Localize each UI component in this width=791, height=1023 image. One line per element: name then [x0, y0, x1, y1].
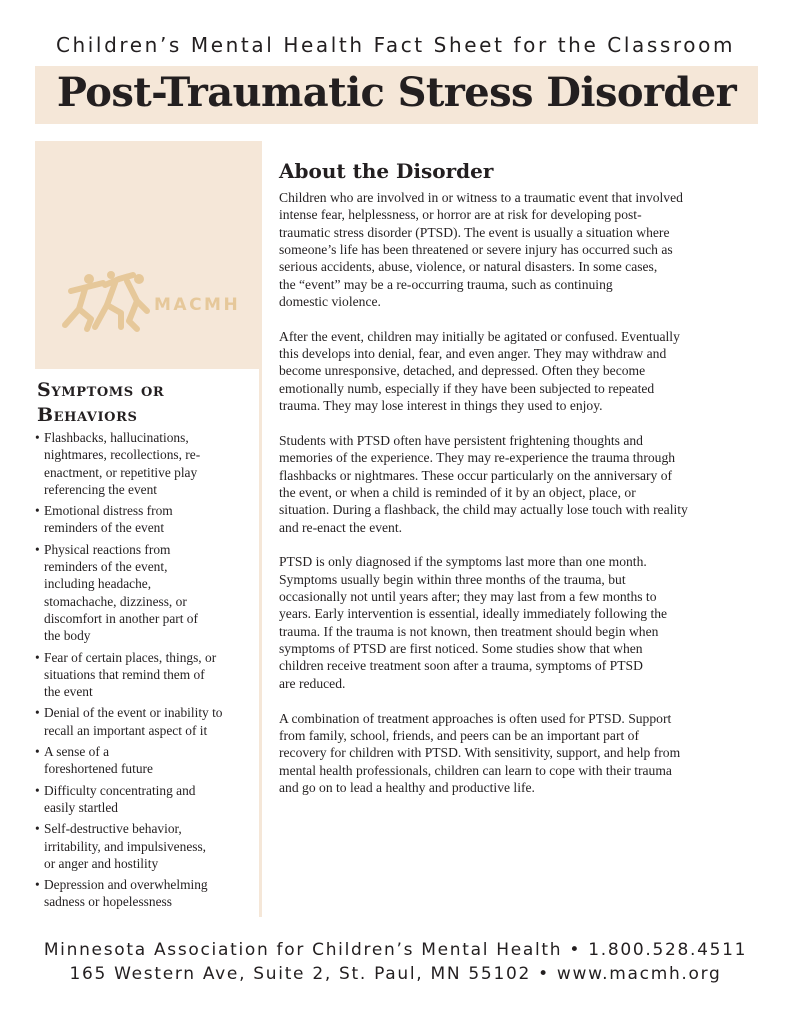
- list-item: • A sense of a foreshortened future: [35, 743, 253, 778]
- list-item: • Fear of certain places, things, or situations that remind them of the event: [35, 649, 253, 701]
- list-item: • Emotional distress from reminders of the event: [35, 502, 253, 537]
- paragraph: After the event, children may initially be agitated or confused. Eventually this develops into denial, fear, and even anger. They may withdraw and become unresponsive, detached, and depressed. Often they become emotionally numb, especially if they have been subjected to repeated trauma. They may lose interest in things they used to enjoy.: [279, 328, 680, 414]
- list-item: • Self-destructive behavior, irritability, and impulsiveness, or anger and hostility: [35, 820, 253, 872]
- about-heading: About the Disorder: [279, 159, 494, 183]
- sidebar-divider: [259, 369, 262, 917]
- title-band: [35, 66, 758, 124]
- fact-sheet-supertitle: Children’s Mental Health Fact Sheet for the Classroom: [55, 33, 736, 57]
- page-title: Post-Traumatic Stress Disorder: [56, 69, 737, 116]
- list-item: • Flashbacks, hallucinations, nightmares, recollections, re- enactment, or repetitive play referencing the event: [35, 429, 253, 498]
- list-item: • Difficulty concentrating and easily startled: [35, 782, 253, 817]
- paragraph: PTSD is only diagnosed if the symptoms last more than one month. Symptoms usually begin within three months of the trauma, but occasionally not until years after; they may last from a few months to years. Early intervention is essential, ideally immediately following the trauma. If the trauma is not known, then treatment should begin when symptoms of PTSD are first noticed. Some studies show that when children receive treatment soon after a trauma, symptoms of PTSD are reduced.: [279, 554, 668, 691]
- symptoms-heading: Symptoms or Behaviors: [37, 379, 165, 426]
- logo-panel: [35, 141, 262, 369]
- footer-contact: Minnesota Association for Children’s Mental Health • 1.800.528.4511: [43, 940, 748, 960]
- list-item: • Depression and overwhelming sadness or hopelessness: [35, 876, 253, 911]
- list-item: • Denial of the event or inability to recall an important aspect of it: [35, 704, 253, 739]
- list-item: • Physical reactions from reminders of the event, including headache, stomachache, dizziness, or discomfort in another part of the body: [35, 541, 253, 645]
- footer-address: 165 Western Ave, Suite 2, St. Paul, MN 55102 • www.macmh.org: [69, 964, 722, 984]
- paragraph: A combination of treatment approaches is often used for PTSD. Support from family, school, friends, and peers can be an important part of recovery for children with PTSD. With sensitivity, support, and help from mental health professionals, children can learn to cope with their trauma and go on to lead a healthy and productive life.: [279, 710, 681, 795]
- about-body: [279, 189, 757, 814]
- paragraph: Children who are involved in or witness to a traumatic event that involved intense fear, helplessness, or horror are at risk for developing post- traumatic stress disorder (PTSD). The event is usually a situation where someone’s life has been threatened or severe injury has occurred such as serious accidents, abuse, violence, or natural disasters. In some cases, the “event” may be a re-occurring trauma, such as continuing domestic violence.: [279, 190, 683, 310]
- symptoms-list: [35, 429, 253, 915]
- dancing-figures-logo-icon: [57, 271, 152, 333]
- paragraph: Students with PTSD often have persistent frightening thoughts and memories of the experience. They may re-experience the trauma through flashbacks or nightmares. These occur particularly on the anniversary of the event, or when a child is reminded of it by an object, place, or situation. During a flashback, the child may actually lose touch with reality and re-enact the event.: [279, 432, 688, 535]
- logo-wordmark: MACMH: [154, 295, 241, 315]
